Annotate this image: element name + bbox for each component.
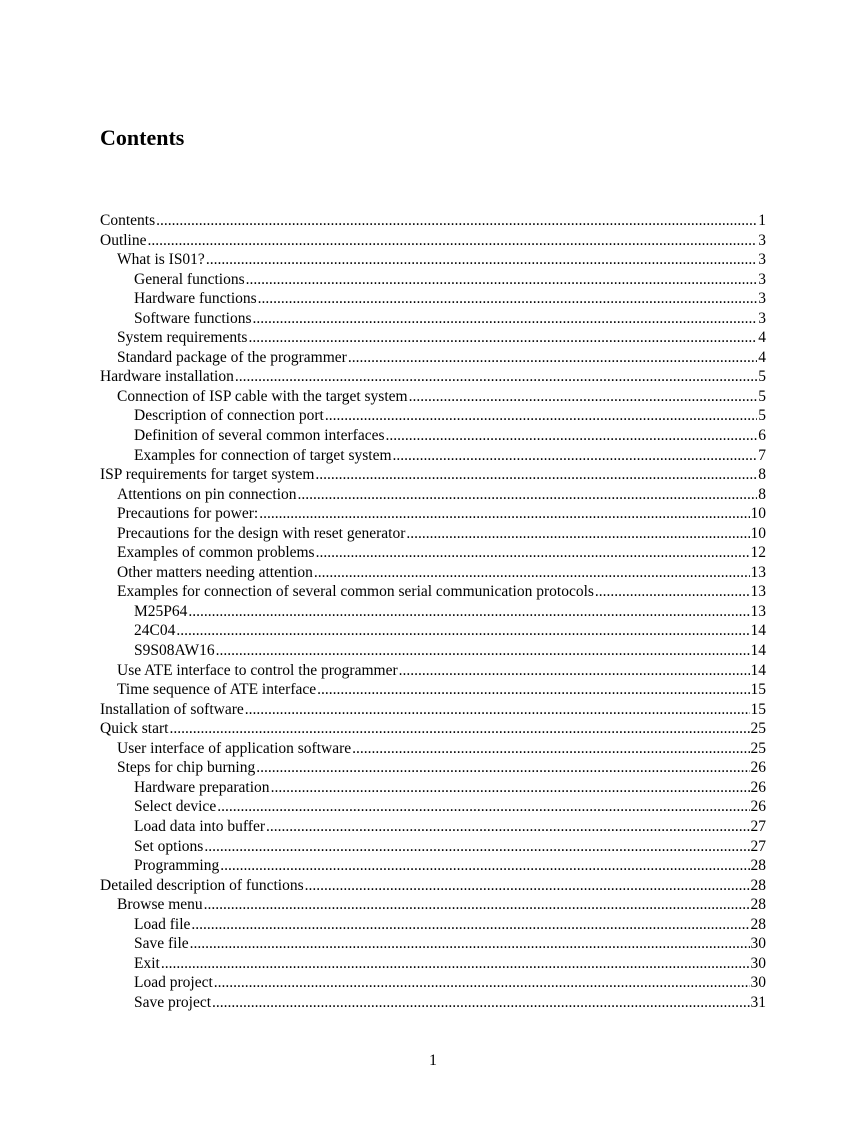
dot-leader bbox=[248, 328, 757, 348]
toc-entry-title[interactable]: Set options bbox=[134, 837, 204, 855]
dot-leader bbox=[253, 309, 758, 329]
toc-entry-page[interactable]: 3 bbox=[758, 270, 766, 288]
toc-entry-title[interactable]: Time sequence of ATE interface bbox=[117, 681, 317, 699]
toc-entry-page[interactable]: 30 bbox=[750, 974, 766, 992]
toc-entry-title[interactable]: Installation of software bbox=[100, 700, 244, 718]
toc-entry-page[interactable]: 13 bbox=[750, 563, 766, 581]
toc-entry[interactable] bbox=[100, 876, 766, 896]
toc-entry[interactable] bbox=[100, 406, 766, 426]
toc-entry[interactable] bbox=[100, 837, 766, 857]
toc-entry-title[interactable]: 24C04 bbox=[134, 622, 176, 640]
toc-entry[interactable] bbox=[100, 680, 766, 700]
dot-leader bbox=[352, 739, 749, 759]
toc-entry[interactable] bbox=[100, 621, 766, 641]
toc-entry[interactable] bbox=[100, 231, 766, 251]
toc-entry-title[interactable]: Software functions bbox=[134, 309, 252, 327]
toc-entry[interactable] bbox=[100, 524, 766, 544]
dot-leader bbox=[235, 367, 757, 387]
toc-entry-page[interactable]: 5 bbox=[758, 407, 766, 425]
toc-entry-title[interactable]: Hardware functions bbox=[134, 290, 257, 308]
toc-entry-page[interactable]: 10 bbox=[750, 524, 766, 542]
dot-leader bbox=[188, 602, 749, 622]
toc-entry[interactable] bbox=[100, 367, 766, 387]
toc-entry[interactable] bbox=[100, 348, 766, 368]
toc-entry[interactable] bbox=[100, 778, 766, 798]
toc-entry-title[interactable]: Quick start bbox=[100, 720, 169, 738]
toc-entry-page[interactable]: 4 bbox=[758, 329, 766, 347]
dot-leader bbox=[399, 661, 750, 681]
toc-entry-page[interactable]: 6 bbox=[758, 427, 766, 445]
dot-leader bbox=[258, 289, 758, 309]
toc-entry-page[interactable]: 28 bbox=[750, 896, 766, 914]
toc-entry-page[interactable]: 26 bbox=[750, 759, 766, 777]
toc-entry-title[interactable]: Examples for connection of target system bbox=[134, 446, 392, 464]
toc-entry-page[interactable]: 28 bbox=[750, 876, 766, 894]
dot-leader bbox=[317, 680, 749, 700]
dot-leader bbox=[386, 426, 758, 446]
toc-entry[interactable] bbox=[100, 289, 766, 309]
toc-entry-page[interactable]: 27 bbox=[750, 817, 766, 835]
toc-entry-title[interactable]: Programming bbox=[134, 857, 220, 875]
toc-entry-page[interactable]: 5 bbox=[758, 387, 766, 405]
toc-entry-page[interactable]: 31 bbox=[750, 993, 766, 1011]
toc-entry[interactable] bbox=[100, 973, 766, 993]
toc-entry[interactable] bbox=[100, 856, 766, 876]
toc-entry-title[interactable]: General functions bbox=[134, 270, 245, 288]
dot-leader bbox=[409, 387, 758, 407]
dot-leader bbox=[393, 446, 758, 466]
toc-entry-title[interactable]: Examples of common problems bbox=[117, 544, 315, 562]
toc-entry[interactable] bbox=[100, 426, 766, 446]
toc-entry[interactable] bbox=[100, 250, 766, 270]
toc-entry-page[interactable]: 3 bbox=[758, 290, 766, 308]
toc-entry[interactable] bbox=[100, 465, 766, 485]
toc-entry[interactable] bbox=[100, 543, 766, 563]
dot-leader bbox=[204, 895, 750, 915]
toc-entry[interactable] bbox=[100, 817, 766, 837]
toc-entry-title[interactable]: System requirements bbox=[117, 329, 248, 347]
toc-entry[interactable] bbox=[100, 504, 766, 524]
toc-entry-title[interactable]: Use ATE interface to control the programmer bbox=[117, 661, 398, 679]
toc-entry-title[interactable]: M25P64 bbox=[134, 602, 188, 620]
toc-entry-page[interactable]: 14 bbox=[750, 642, 766, 660]
dot-leader bbox=[406, 524, 749, 544]
toc-entry-title[interactable]: Load project bbox=[134, 974, 213, 992]
toc-entry[interactable] bbox=[100, 641, 766, 661]
toc-entry[interactable] bbox=[100, 270, 766, 290]
toc-entry-page[interactable]: 26 bbox=[750, 778, 766, 796]
toc-entry-title[interactable]: Save project bbox=[134, 993, 212, 1011]
dot-leader bbox=[305, 876, 750, 896]
dot-leader bbox=[314, 563, 750, 583]
toc-entry[interactable] bbox=[100, 700, 766, 720]
dot-leader bbox=[325, 406, 757, 426]
toc-entry-title[interactable]: Precautions for power: bbox=[117, 505, 259, 523]
toc-entry-page[interactable]: 15 bbox=[750, 681, 766, 699]
toc-entry-title[interactable]: Outline bbox=[100, 231, 147, 249]
toc-entry-page[interactable]: 3 bbox=[758, 231, 766, 249]
toc-entry-page[interactable]: 5 bbox=[758, 368, 766, 386]
toc-entry-title[interactable]: Browse menu bbox=[117, 896, 203, 914]
toc-entry[interactable] bbox=[100, 661, 766, 681]
toc-entry-page[interactable]: 27 bbox=[750, 837, 766, 855]
toc-entry-page[interactable]: 8 bbox=[758, 485, 766, 503]
toc-entry-title[interactable]: Connection of ISP cable with the target system bbox=[117, 387, 408, 405]
toc-entry-page[interactable]: 14 bbox=[750, 661, 766, 679]
toc-entry-page[interactable]: 13 bbox=[750, 602, 766, 620]
toc-entry-title[interactable]: Contents bbox=[100, 212, 156, 229]
toc-entry-title[interactable]: Hardware installation bbox=[100, 368, 234, 386]
toc-entry-title[interactable]: Exit bbox=[134, 954, 160, 972]
toc-entry-page[interactable]: 28 bbox=[750, 857, 766, 875]
toc-entry[interactable] bbox=[100, 387, 766, 407]
toc-entry-title[interactable]: Examples for connection of several common serial communication protocols bbox=[117, 583, 594, 601]
toc-entry-title[interactable]: What is IS01? bbox=[117, 251, 205, 269]
dot-leader bbox=[206, 250, 757, 270]
dot-leader bbox=[214, 973, 750, 993]
toc-entry-title[interactable]: Attentions on pin connection bbox=[117, 485, 297, 503]
page-number: 1 bbox=[429, 1052, 437, 1069]
toc-entry-page[interactable]: 10 bbox=[750, 505, 766, 523]
toc-entry[interactable] bbox=[100, 563, 766, 583]
dot-leader bbox=[217, 797, 749, 817]
toc-entry-page[interactable]: 30 bbox=[750, 935, 766, 953]
dot-leader bbox=[259, 504, 749, 524]
dot-leader bbox=[271, 778, 750, 798]
dot-leader bbox=[315, 465, 757, 485]
dot-leader bbox=[204, 837, 749, 857]
toc-entry-title[interactable]: Standard package of the programmer bbox=[117, 348, 347, 366]
toc-entry[interactable] bbox=[100, 309, 766, 329]
dot-leader bbox=[220, 856, 749, 876]
dot-leader bbox=[176, 621, 749, 641]
toc-entry-page[interactable]: 3 bbox=[758, 251, 766, 269]
dot-leader bbox=[245, 700, 750, 720]
toc-entry-page[interactable]: 28 bbox=[750, 915, 766, 933]
toc-entry-page[interactable]: 30 bbox=[750, 954, 766, 972]
toc-entry[interactable] bbox=[100, 797, 766, 817]
toc-entry[interactable] bbox=[100, 485, 766, 505]
page-title: Contents bbox=[100, 125, 185, 150]
dot-leader bbox=[595, 582, 750, 602]
toc-entry-page[interactable]: 15 bbox=[750, 700, 766, 718]
toc-entry-page[interactable]: 25 bbox=[750, 720, 766, 738]
table-of-contents bbox=[100, 211, 766, 1012]
toc-entry-page[interactable]: 8 bbox=[758, 466, 766, 484]
toc-entry[interactable] bbox=[100, 993, 766, 1013]
toc-entry-page[interactable]: 1 bbox=[758, 212, 766, 229]
toc-entry[interactable] bbox=[100, 211, 766, 231]
dot-leader bbox=[212, 993, 749, 1013]
toc-entry-title[interactable]: ISP requirements for target system bbox=[100, 466, 315, 484]
toc-entry[interactable] bbox=[100, 602, 766, 622]
toc-entry-title[interactable]: Precautions for the design with reset generator bbox=[117, 524, 406, 542]
toc-entry-title[interactable]: Definition of several common interfaces bbox=[134, 427, 385, 445]
dot-leader bbox=[169, 719, 749, 739]
toc-entry[interactable] bbox=[100, 895, 766, 915]
toc-entry-title[interactable]: Save file bbox=[134, 935, 189, 953]
toc-entry[interactable] bbox=[100, 719, 766, 739]
dot-leader bbox=[216, 641, 750, 661]
toc-entry[interactable] bbox=[100, 954, 766, 974]
toc-entry[interactable] bbox=[100, 934, 766, 954]
toc-entry[interactable] bbox=[100, 739, 766, 759]
toc-entry-page[interactable]: 12 bbox=[750, 544, 766, 562]
dot-leader bbox=[316, 543, 750, 563]
dot-leader bbox=[256, 758, 749, 778]
toc-entry-title[interactable]: Description of connection port bbox=[134, 407, 324, 425]
dot-leader bbox=[148, 231, 758, 251]
toc-entry-page[interactable]: 26 bbox=[750, 798, 766, 816]
dot-leader bbox=[190, 934, 750, 954]
dot-leader bbox=[348, 348, 757, 368]
toc-entry-title[interactable]: S9S08AW16 bbox=[134, 642, 215, 660]
toc-entry[interactable] bbox=[100, 446, 766, 466]
toc-entry-title[interactable]: Steps for chip burning bbox=[117, 759, 256, 777]
toc-entry[interactable] bbox=[100, 582, 766, 602]
toc-entry-page[interactable]: 25 bbox=[750, 739, 766, 757]
toc-entry[interactable] bbox=[100, 915, 766, 935]
dot-leader bbox=[266, 817, 750, 837]
dot-leader bbox=[298, 485, 758, 505]
toc-entry-title[interactable]: Hardware preparation bbox=[134, 778, 270, 796]
toc-entry[interactable] bbox=[100, 758, 766, 778]
toc-entry[interactable] bbox=[100, 328, 766, 348]
toc-entry-title[interactable]: Other matters needing attention bbox=[117, 563, 313, 581]
toc-entry-title[interactable]: User interface of application software bbox=[117, 739, 352, 757]
dot-leader bbox=[156, 211, 757, 231]
dot-leader bbox=[191, 915, 749, 935]
toc-entry-page[interactable]: 3 bbox=[758, 309, 766, 327]
toc-entry-page[interactable]: 4 bbox=[758, 348, 766, 366]
toc-entry-page[interactable]: 13 bbox=[750, 583, 766, 601]
dot-leader bbox=[246, 270, 758, 290]
dot-leader bbox=[161, 954, 750, 974]
toc-entry-title[interactable]: Load file bbox=[134, 915, 191, 933]
toc-entry-page[interactable]: 14 bbox=[750, 622, 766, 640]
toc-entry-title[interactable]: Load data into buffer bbox=[134, 817, 265, 835]
toc-entry-title[interactable]: Detailed description of functions bbox=[100, 876, 304, 894]
toc-entry-title[interactable]: Select device bbox=[134, 798, 217, 816]
toc-entry-page[interactable]: 7 bbox=[758, 446, 766, 464]
